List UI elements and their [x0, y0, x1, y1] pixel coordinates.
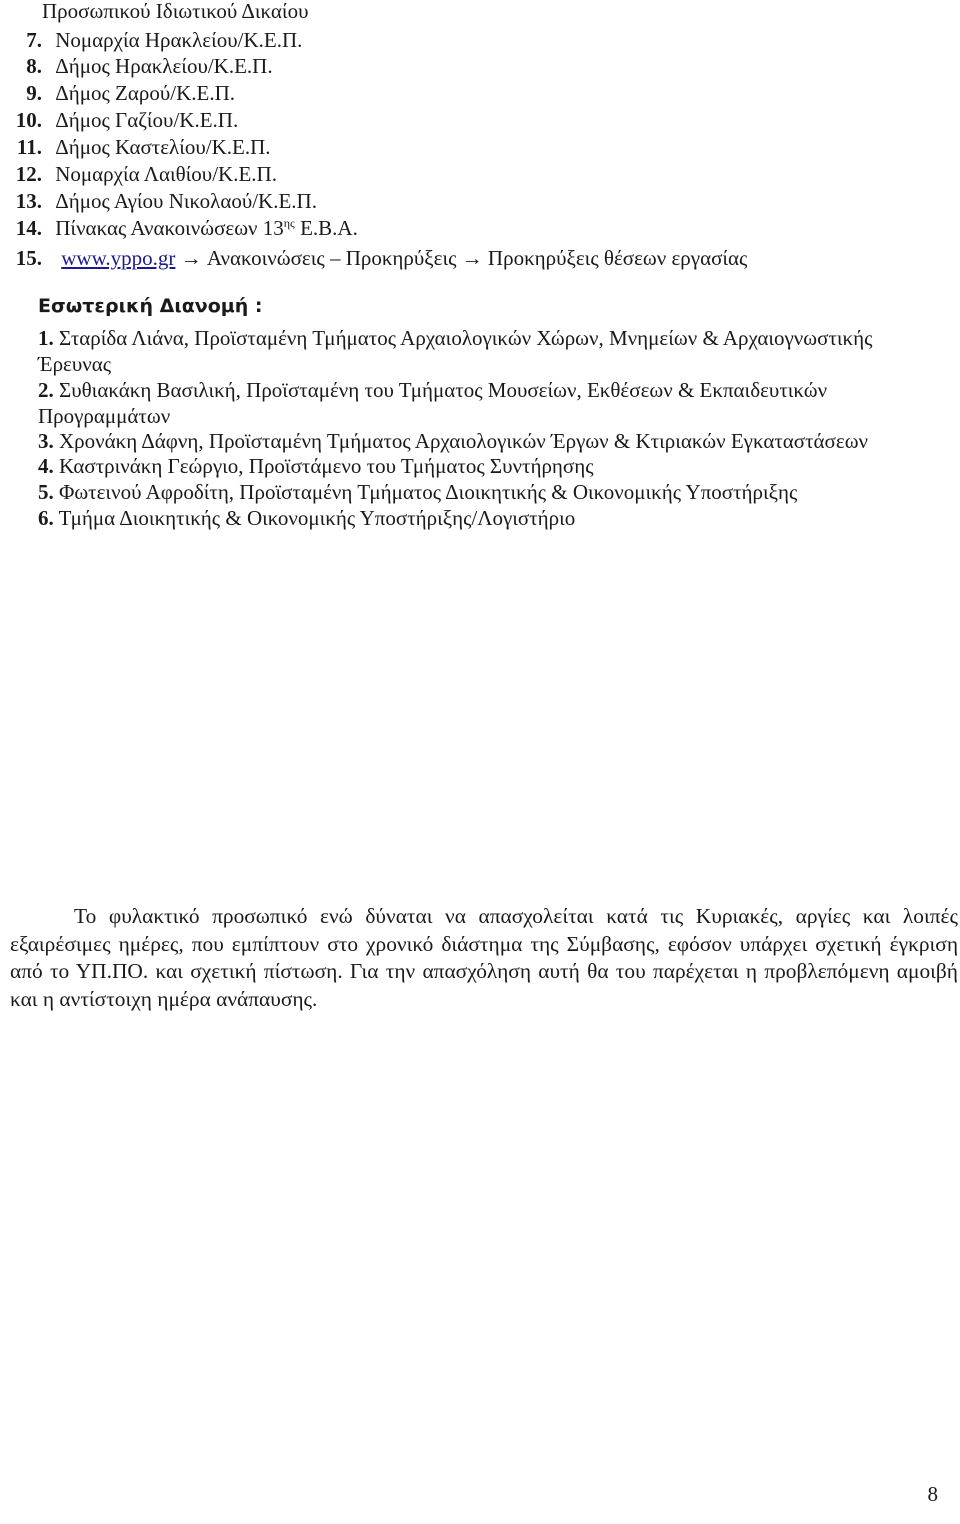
list-item — [10, 27, 302, 53]
list-text: Δήμος Ηρακλείου/Κ.Ε.Π. — [55, 54, 273, 78]
list-number: 2. — [38, 378, 54, 402]
list-text: Νομαρχία Λαιθίου/Κ.Ε.Π. — [55, 162, 277, 186]
list-number: 7. — [26, 28, 42, 52]
list-text: → Ανακοινώσεις – Προκηρύξεις → Προκηρύξεις θέσεων εργασίας — [175, 246, 748, 270]
list-text: Σταρίδα Λιάνα, Προϊσταμένη Τμήματος Αρχαιολογικών Χώρων, Μνημείων & Αρχαιογνωστικής — [59, 326, 873, 350]
distribution-item — [38, 428, 868, 454]
list-item — [10, 134, 271, 160]
list-text: Νομαρχία Ηρακλείου/Κ.Ε.Π. — [55, 28, 303, 52]
website-link[interactable]: www.yppo.gr — [61, 246, 176, 270]
list-text: Δήμος Αγίου Νικολαού/Κ.Ε.Π. — [55, 189, 317, 213]
list-number: 4. — [38, 454, 54, 478]
list-number: 10. — [15, 108, 42, 132]
list-number: 3. — [38, 429, 54, 453]
list-item — [10, 188, 317, 214]
distribution-item — [38, 505, 575, 531]
page-number: 8 — [927, 1482, 938, 1506]
list-number: 1. — [38, 326, 54, 350]
list-item — [10, 80, 235, 106]
distribution-item — [38, 325, 872, 351]
list-item — [10, 107, 238, 133]
list-number: 11. — [16, 135, 42, 159]
list-continuation: Προσωπικού Ιδιωτικού Δικαίου — [42, 0, 309, 23]
list-text: Δήμος Ζαρού/Κ.Ε.Π. — [55, 81, 236, 105]
list-item — [10, 215, 358, 244]
body-paragraph: Το φυλακτικό προσωπικό ενώ δύναται να απασχολείται κατά τις Κυριακές, αργίες και λοιπές εξαιρέσιμες ημέρες, που εμπίπτουν στο χρονικό διάστημα της Σύμβασης, εφόσον υπάρχει σχετική έγκριση από το ΥΠ.ΠΟ. και σχετική πίστωση. Για την απασχόληση αυτή θα του παρέχεται η προβλεπόμενη αμοιβή και η αντίστοιχη ημέρα ανάπαυσης. — [10, 904, 958, 1011]
distribution-item — [38, 479, 797, 505]
list-number: 9. — [26, 81, 42, 105]
list-number: 5. — [38, 480, 54, 504]
list-number: 6. — [38, 506, 54, 530]
distribution-item-continuation: Προγραμμάτων — [38, 404, 171, 428]
distribution-item — [38, 377, 827, 403]
distribution-item — [38, 453, 594, 479]
list-number: 15. — [15, 246, 42, 270]
list-text: Καστρινάκη Γεώργιο, Προϊστάμενο του Τμήματος Συντήρησης — [59, 454, 594, 478]
list-item — [10, 245, 747, 271]
list-number: 8. — [26, 54, 42, 78]
list-text: Χρονάκη Δάφνη, Προϊσταμένη Τμήματος Αρχαιολογικών Έργων & Κτιριακών Εγκαταστάσεων — [59, 429, 869, 453]
list-text: Δήμος Γαζίου/Κ.Ε.Π. — [55, 108, 239, 132]
list-number: 13. — [15, 189, 42, 213]
list-text-suffix: Ε.Β.Α. — [294, 216, 358, 240]
list-text: Τμήμα Διοικητικής & Οικονομικής Υποστήριξης/Λογιστήριο — [58, 506, 576, 530]
list-text — [55, 216, 358, 240]
list-text: Δήμος Καστελίου/Κ.Ε.Π. — [55, 135, 271, 159]
list-text: Φωτεινού Αφροδίτη, Προϊσταμένη Τμήματος Διοικητικής & Οικονομικής Υποστήριξης — [59, 480, 798, 504]
list-item — [10, 53, 273, 79]
list-text: Συθιακάκη Βασιλική, Προϊσταμένη του Τμήματος Μουσείων, Εκθέσεων & Εκπαιδευτικών — [59, 378, 828, 402]
distribution-heading: Εσωτερική Διανομή : — [38, 295, 263, 317]
ordinal-superscript: ης — [283, 216, 295, 230]
list-text-main: Πίνακας Ανακοινώσεων 13 — [55, 216, 284, 240]
list-item — [10, 161, 277, 187]
distribution-item-continuation: Έρευνας — [38, 352, 112, 376]
list-number: 12. — [15, 162, 42, 186]
list-number: 14. — [15, 216, 42, 240]
